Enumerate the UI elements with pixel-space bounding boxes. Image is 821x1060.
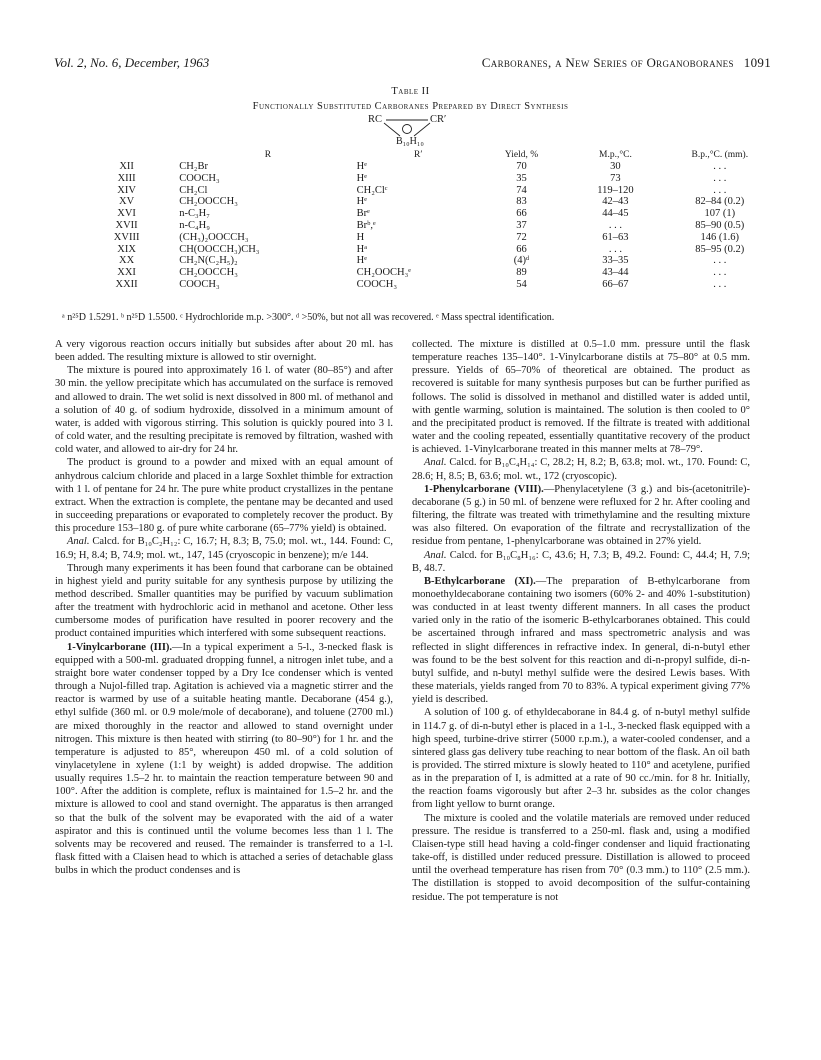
section-heading: B-Ethylcarborane (XI). [424,575,536,587]
table-cell: 146 (1.6) [700,231,740,243]
table-row [54,196,772,208]
table-row [54,232,772,244]
paragraph [55,641,393,878]
table-row [54,185,772,197]
table-footnote: ᵃ n²⁵D 1.5291. ᵇ n²⁵D 1.5500. ᶜ Hydrochloride m.p. >300°. ᵈ >50%, but not all was recovered. ᵉ Mass spectral identification. [62,312,555,323]
table-cell: 35 [516,172,527,184]
table-cell: XV [119,196,135,208]
table-cell: XVI [117,208,136,220]
table-cell: XXII [115,278,138,290]
paragraph-text: The mixture is poured into approximately 16 l. of water (80–85°) and after 30 min. the yellow precipitate which has accumulated on the surface is removed and allowed to drain. The wet solid is next dissolved in 800 ml. of methanol and a solution of 40 g. of sodium hydroxide, dissolved in a minimum amount of water, is added with vigorous stirring. This solution is quickly poured into 3 l. of cold water, and the resulting precipitate is removed by filtration, washed with cold water, and allowed to air-dry for 24 hr. [55,365,393,456]
table-cell: Brᵉ [356,208,370,220]
table-cell: CH₂OOCCH₃ [179,267,238,279]
table-cell: 85–90 (0.5) [695,219,745,231]
table-cell: . . . [713,255,727,267]
paragraph [412,812,750,904]
paragraph-text: A solution of 100 g. of ethyldecaborane in 84.4 g. of n-butyl methyl sulfide in 114.7 g. of di-n-butyl ether is placed in a 1-l., 3-necked flask equipped with a high speed, turbine-drive stirrer (5000 r.p.m.), a water-cooled condenser, and a sintered glass gas delivery tube reaching to near bottom of the flask. An oil bath is provided. The stirred mixture is slowly heated to 110° and acetylene, purified as in the preparation of I, is admitted at a rate of 90 cc./min. for 8 hr. Initially, the reaction foams vigorously but after 2–3 hr. subsides as the color changes from light yellow to burnt orange. [412,707,750,811]
carborane-table [54,150,772,291]
table-cell: n-C₄H₉ [179,219,210,231]
col-header-yield: Yield, % [504,150,539,160]
paragraph-text: Through many experiments it has been found that carborane can be obtained in highest yield and purity suitable for any synthesis purpose by utilizing the method described. Smaller quantities may be purified by vacuum sublimation after the treatment with hydrochloric acid in methanol and acetone. Other less cumbersome modes of purification have resulted in poorer recovery and the product contained impurities which interfered with some subsequent reactions. [55,562,393,640]
paragraph-text: —In a typical experiment a 5-l., 3-necked flask is equipped with a 500-ml. graduated dropping funnel, a nitrogen inlet tube, and a straight bore water condenser topped by a Dry Ice condenser which is vented through a Nujol-filled trap. Agitation is achieved via a magnetic stirrer and the reactor is warmed by use of a suitable heating mantle. Decaborane (454 g.), ethyl sulfide (360 ml. or 0.9 mole/mole of decaborane), and toluene (2700 ml.) are mixed thoroughly in the reactor and allowed to stand overnight under nitrogen. This mixture is then heated with stirring (to 80–90°) for 1 hr. and the temperature is adjusted to 85°, whereupon 450 ml. of a cold solution of vinylacetylene in xylene (1:1 by weight) is added dropwise. The addition usually requires 1.5–2 hr. to maintain the reaction temperature between 90 and 100°. After the addition is complete, reflux is maintained for 1.5–2 hr. and the mixture is allowed to cool and stand overnight. The apparatus is then arranged so that the bulk of the solvent may be evaporated with the aid of a water aspirator and this is continued until the volume becomes less than 1 l. The solvents may be recovered and reused. The remainder is transferred to a 1-l. flask fitted with a Claisen head to which is attached a series of detachable glass bulbs in which the product condenses and is [55,641,393,877]
table-cell: . . . [608,243,622,255]
table-cell: CH₂OOCCH₃ [179,196,238,208]
table-cell: COOCH₃ [179,172,220,184]
table-cell: Hᵉ [356,255,367,267]
table-row [54,173,772,185]
paragraph-text: collected. The mixture is distilled at 0.5–1.0 mm. pressure until the flask temperature reaches 135–140°. 1-Vinylcarborane distils at 75–80° at 0.5 mm. pressure. Yields of 65–70% of theoretical are obtained. The product as recovered is suitable for many synthesis purposes but can be further purified as follows. The solid is dissolved in methanol and distilled water is added until, with gentle warming, solution is maintained. The solution is then cooled to 0° and the precipitated product is removed. If the filtrate is treated with additional water and the cooling repeated, essentially quantitative recovery of the product is achieved. 1-Vinylcarborane treated in this manner melts at 78–79°. [412,339,750,456]
table-cell: 33–35 [602,255,629,267]
paragraph [55,562,393,641]
table-cell: Hᵉ [356,196,367,208]
paragraph-text: —Phenylacetylene (3 g.) and bis-(acetonitrile)-decaborane (5 g.) in 50 ml. of benzene were refluxed for 2 hr. After cooling and filtering, the filtrate was treated with trimethylamine and the resulting mixture was also filtered. On evaporation of the filtrate and recrystallization of the residue from pentane, 1-phenylcarborane was obtained in 27% yield. [412,483,750,548]
running-title-text: Carboranes, a New Series of Organoboranes [481,55,734,70]
table-cell: XVIII [113,231,140,243]
table-cell: XIX [117,243,136,255]
paragraph [412,706,750,811]
col-header-mp: M.p.,°C. [599,150,632,160]
table-cell: CH(OOCCH₃)CH₃ [179,243,260,255]
paragraph-text: —The preparation of B-ethylcarborane from monoethyldecaborane containing two isomers (60% 2- and 40% 1-substitution) was conducted in at least twenty different manners. In all cases the product varied only in the ratio of the isomeric B-ethylcarboranes obtained. This could be ascertained through infrared and mass spectrometric analysis and was reflected in slight differences in refractive index. In general, di-n-butyl ether was found to be the best solvent for this reaction and di-n-propyl sulfide, di-n-butyl sulfide, and n-butyl methyl sulfide were the desired Lewis bases. With these materials, yields ranged from 70 to 83%. A typical experiment giving 77% yield is described. [412,575,750,706]
table-cell: Hᵉ [356,172,367,184]
structure-b10h10: B₁₀H₁₀ [396,136,424,147]
table-cell: . . . [713,278,727,290]
table-cell: CH₂Br [179,161,208,172]
table-cell: . . . [713,184,727,196]
col-header-r-prime: R′ [413,150,423,160]
paragraph-text: The mixture is cooled and the volatile materials are removed under reduced pressure. The residue is transferred to a 250-ml. flask and, using a modified Claisen-type still head having a cold-finger condenser and liquid fractionating take-off, is distilled under reduced pressure. Distillation is allowed to proceed until the overhead temperature has risen from 70° (0.3 mm.) to 110° (2.5 mm.). The distillation is stopped to avoid decomposition of the sulfur-containing residue. The pot temperature is not [412,812,750,903]
table-cell: 119–120 [597,184,634,196]
paragraph-text: Calcd. for B₁₀C₂H₁₂: C, 16.7; H, 8.3; B, 75.0; mol. wt., 144. Found: C, 16.9; H, 8.4; B, 74.9; mol. wt., 147, 145 (cryoscopic in benzene); m/e 144. [55,536,393,561]
structure-cr: CR′ [430,114,447,125]
table-cell: 85–95 (0.2) [695,243,745,255]
table-cell: 61–63 [602,231,629,243]
left-column [55,338,393,877]
table-cell: . . . [713,161,727,172]
running-title [482,55,771,71]
table-cell: 43–44 [602,267,629,279]
table-cell: XX [119,255,135,267]
col-header-id [54,150,179,161]
paragraph [55,364,393,456]
table-row [54,161,772,173]
table-cell: XVII [115,219,138,231]
paragraph [412,483,750,549]
table-cell: XXI [117,267,136,279]
table-row [54,255,772,267]
table-row [54,220,772,232]
table-row [54,208,772,220]
paragraph [412,456,750,482]
paragraph-text: Calcd. for B₁₀C₈H₁₆: C, 43.6; H, 7.3; B, 49.2. Found: C, 44.4; H, 7.9; B, 48.7. [412,549,750,574]
table-row [54,267,772,279]
table-cell: 107 (1) [704,208,736,220]
paragraph [55,338,393,364]
table-cell: XIV [117,184,136,196]
analysis-lead: Anal. [424,549,447,561]
table-cell: . . . [713,172,727,184]
table-cell: 89 [516,267,527,279]
table-cell: (4)ᵈ [513,255,530,267]
table-row [54,279,772,291]
section-heading: 1-Vinylcarborane (III). [67,641,173,653]
table-cell: 73 [610,172,621,184]
paragraph [55,456,393,535]
table-header-row [54,150,772,161]
paragraph-text: The product is ground to a powder and mixed with an equal amount of anhydrous calcium chloride and placed in a large Soxhlet thimble for extraction with 1 l. of pentane for 24 hr. The pure white product crystallizes in the pentane extract. When the extraction is complete, the pentane may be decanted and used in succeeding preparations or evaporated to completely recover the product. By this procedure 153–180 g. of pure white carborane (65–77% yield) is obtained. [55,457,393,535]
col-header-bp: B.p.,°C. (mm). [691,150,749,160]
paragraph [55,535,393,561]
table-cell: CH₂OOCH₃ᵉ [356,267,411,279]
table-cell: COOCH₃ [356,278,398,290]
table-cell: XIII [117,172,136,184]
table-title: Functionally Substituted Carboranes Prepared by Direct Synthesis [252,101,569,112]
table-cell: 70 [516,161,527,172]
page-number: 1091 [743,55,771,70]
table-cell: 72 [516,231,527,243]
table-cell: (CH₃)₂OOCCH₃ [179,231,249,243]
table-cell: 42–43 [602,196,629,208]
table-cell: 30 [610,161,621,172]
structure-rc: RC [368,114,383,125]
table-cell: XII [119,161,134,172]
table-cell: Hᵃ [356,243,368,255]
table-cell: Brᵇ,ᵉ [356,219,376,231]
table-caption: Table II [391,86,430,97]
paragraph [412,549,750,575]
table-body [54,161,772,291]
table-cell: H [356,231,365,243]
table-cell: CH₂Clᶜ [356,184,388,196]
table-cell: 83 [516,196,527,208]
table-cell: 66 [516,208,527,220]
page-header [54,55,771,75]
col-header-r: R [264,150,272,160]
table-cell: CH₂Cl [179,184,208,196]
table-cell: CH₂N(C₂H₅)₂ [179,255,238,267]
table-cell: Hᵉ [356,161,367,172]
table-cell: 66 [516,243,527,255]
analysis-lead: Anal. [67,536,90,548]
table-cell: 54 [516,278,527,290]
analysis-lead: Anal. [424,457,447,469]
paragraph-text: A very vigorous reaction occurs initially but subsides after about 20 ml. has been added. The resulting mixture is allowed to stir overnight. [55,339,393,364]
table-row [54,244,772,256]
section-heading: 1-Phenylcarborane (VIII). [424,483,544,495]
table-cell: 66–67 [602,278,629,290]
table-cell: COOCH₃ [179,278,220,290]
table-cell: . . . [608,219,622,231]
paragraph [412,338,750,456]
table-cell: 74 [516,184,527,196]
journal-volume: Vol. 2, No. 6, December, 1963 [54,55,210,70]
paragraph [412,575,750,707]
table-cell: 37 [516,219,527,231]
table-cell: n-C₃H₇ [179,208,210,220]
right-column [412,338,750,904]
carborane-structure [360,114,470,150]
paragraph-text: Calcd. for B₁₀C₄H₁₄: C, 28.2; H, 8.2; B, 63.8; mol. wt., 170. Found: C, 28.6; H, 8.5; B, 63.6; mol. wt., 172 (cryoscopic). [412,457,750,482]
table-cell: 44–45 [602,208,629,220]
table-cell: 82–84 (0.2) [695,196,745,208]
table-cell: . . . [713,267,727,279]
